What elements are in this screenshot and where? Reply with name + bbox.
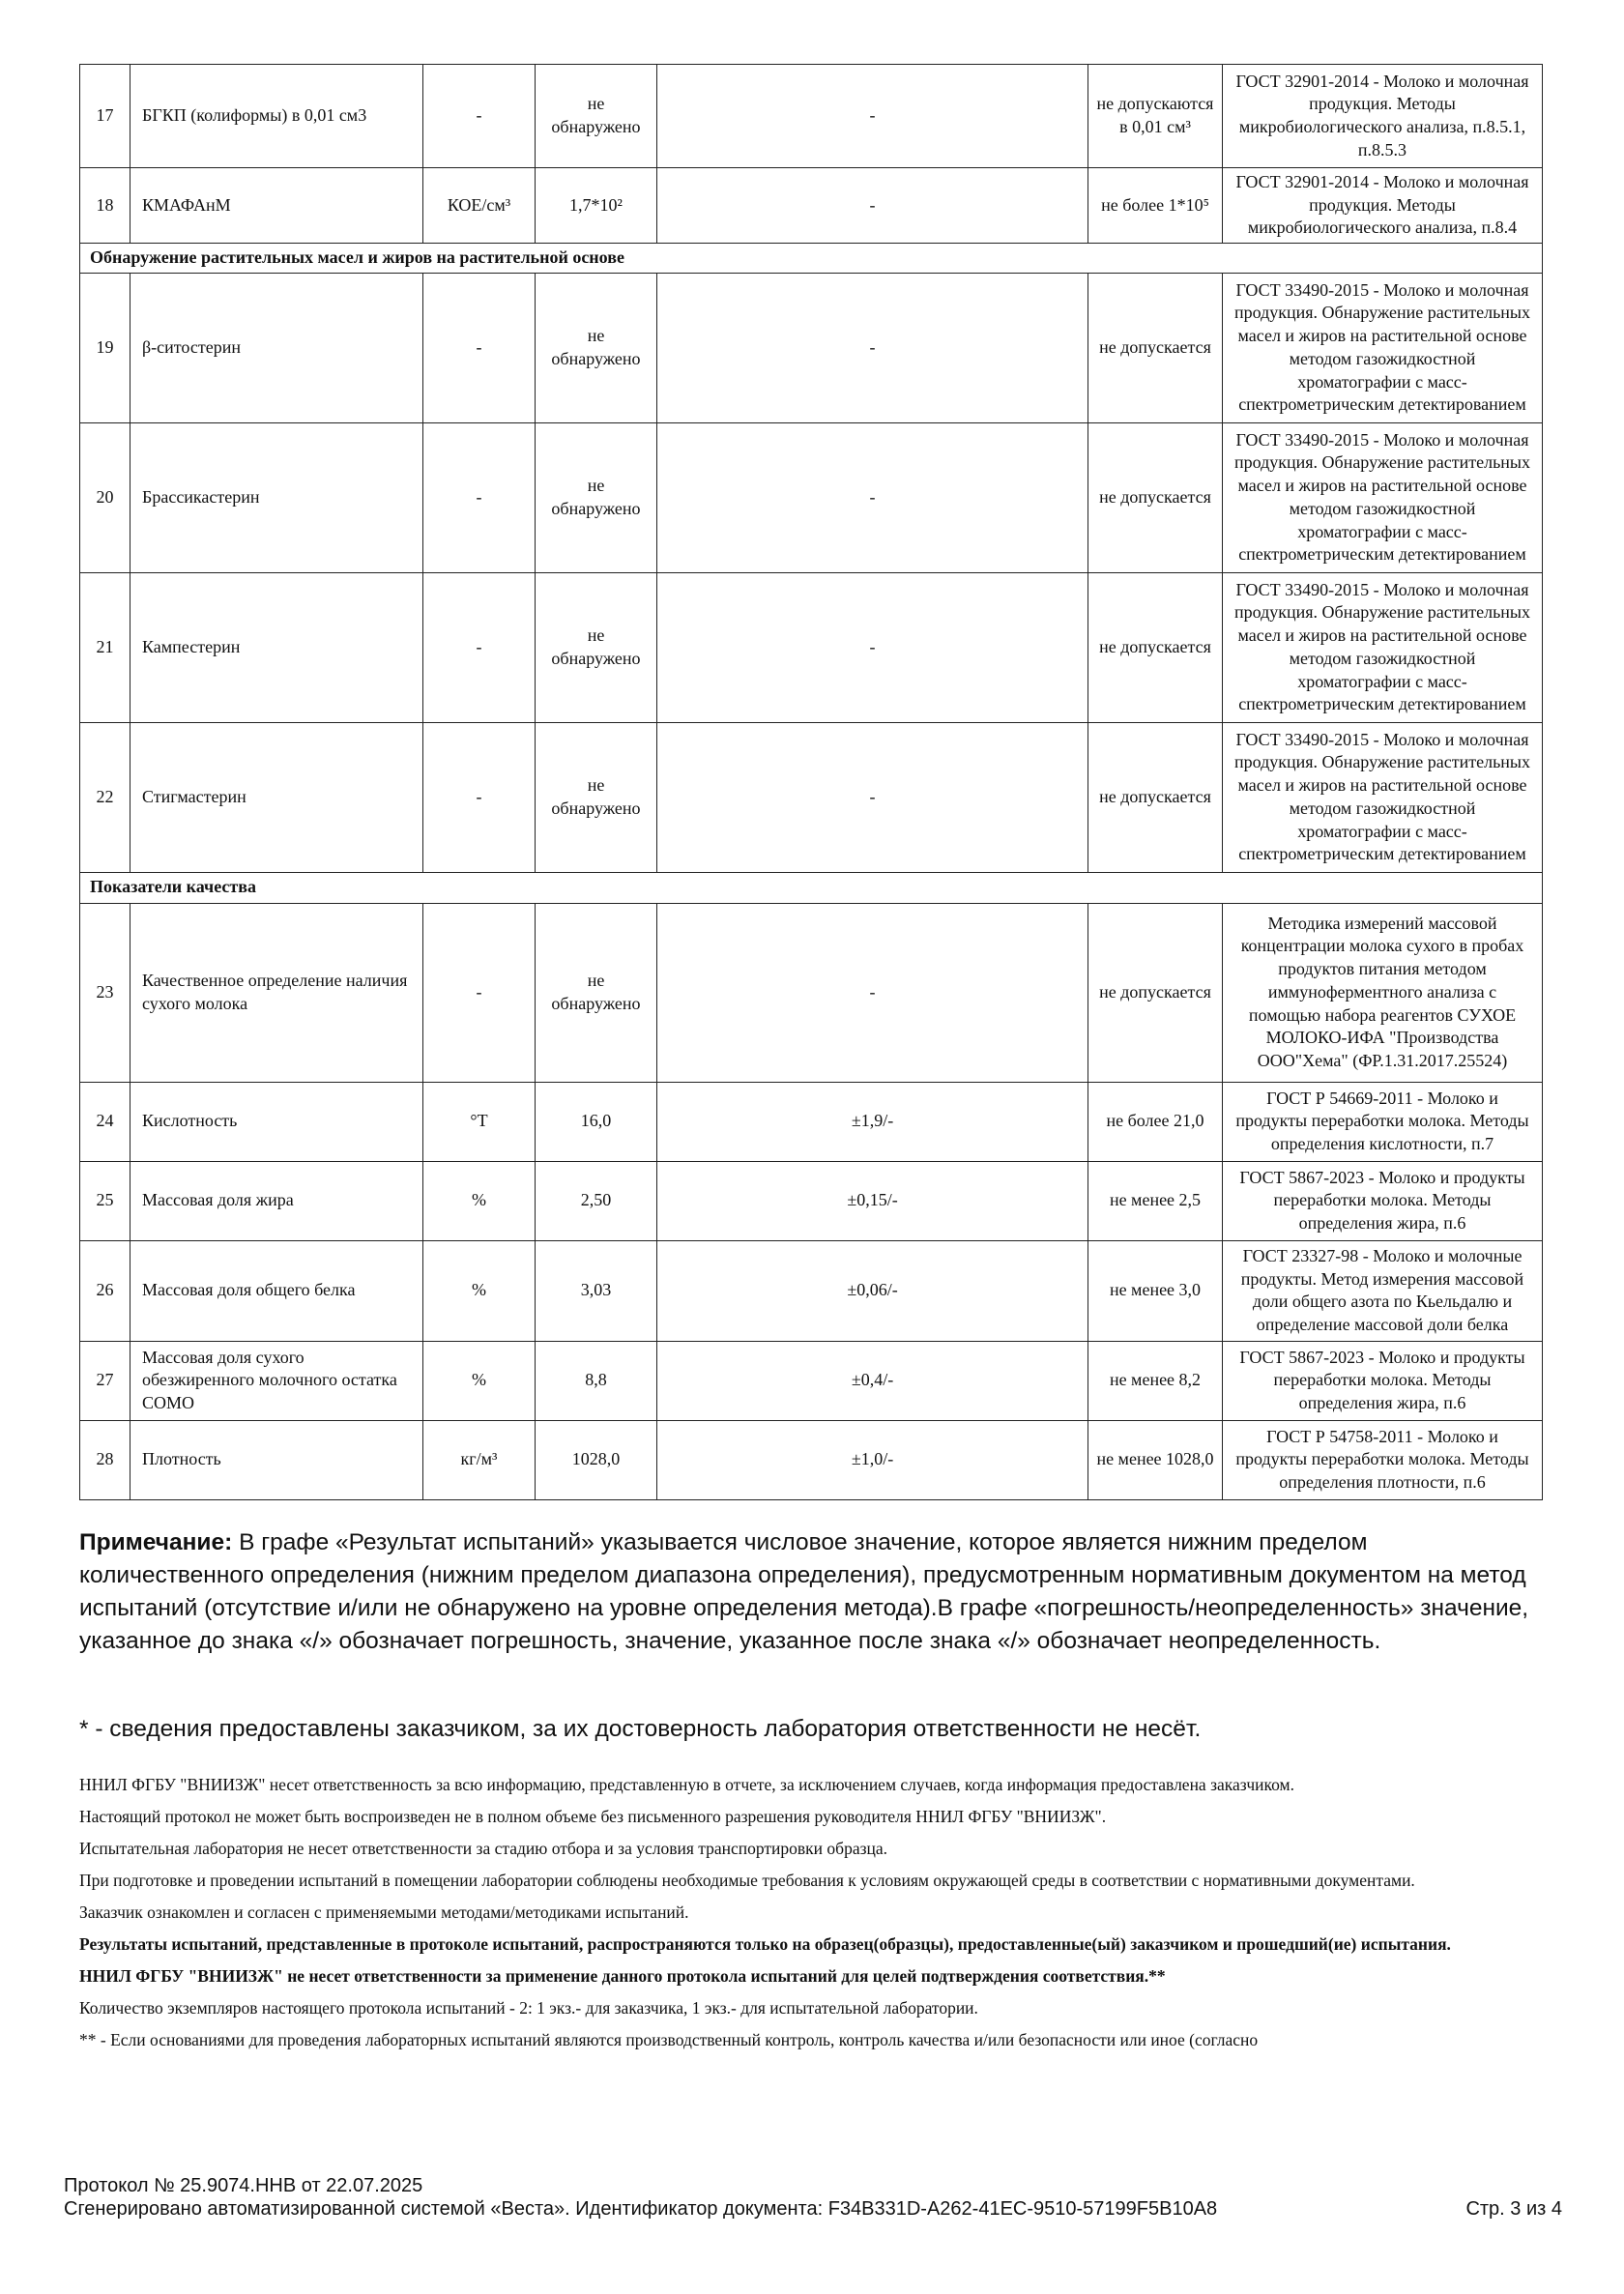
page-number: Стр. 3 из 4 [1465, 2198, 1562, 2220]
indicator-name: Кампестерин [130, 572, 423, 722]
norm: не менее 8,2 [1088, 1341, 1223, 1420]
table-row-25 [80, 1161, 1543, 1240]
disclaimers-block [79, 1769, 1549, 2056]
row-number: 25 [80, 1161, 130, 1240]
test-method-doc: ГОСТ 33490-2015 - Молоко и молочная продукция. Обнаружение растительных масел и жиров на растительной основе методом газожидкостной хроматографии с масс-спектрометрическим детектированием [1223, 422, 1543, 572]
disclaimer-line: Результаты испытаний, представленные в протоколе испытаний, распространяются только на образец(образцы), предоставленные(ый) заказчиком и прошедший(ие) испытания. [79, 1934, 1451, 1954]
result: не обнаружено [536, 422, 657, 572]
unit: - [423, 722, 536, 872]
test-method-doc: ГОСТ 33490-2015 - Молоко и молочная продукция. Обнаружение растительных масел и жиров на растительной основе методом газожидкостной хроматографии с масс-спектрометрическим детектированием [1223, 572, 1543, 722]
indicator-name: Массовая доля сухого обезжиренного молочного остатка СОМО [130, 1341, 423, 1420]
table-row-28 [80, 1420, 1543, 1499]
results-table [79, 64, 1543, 1500]
test-method-doc: ГОСТ 33490-2015 - Молоко и молочная продукция. Обнаружение растительных масел и жиров на растительной основе методом газожидкостной хроматографии с масс-спектрометрическим детектированием [1223, 722, 1543, 872]
disclaimer-line: Заказчик ознакомлен и согласен с применяемыми методами/методиками испытаний. [79, 1902, 689, 1922]
uncertainty: - [657, 422, 1088, 572]
uncertainty: - [657, 722, 1088, 872]
indicator-name: Массовая доля жира [130, 1161, 423, 1240]
indicator-name: Стигмастерин [130, 722, 423, 872]
section-heading: Обнаружение растительных масел и жиров на растительной основе [80, 244, 1543, 274]
norm: не более 21,0 [1088, 1082, 1223, 1161]
uncertainty: - [657, 65, 1088, 168]
section-heading: Показатели качества [80, 872, 1543, 903]
uncertainty: - [657, 168, 1088, 244]
indicator-name: Плотность [130, 1420, 423, 1499]
norm: не более 1*10⁵ [1088, 168, 1223, 244]
page-footer [64, 2174, 1562, 2221]
asterisk-note: * - сведения предоставлены заказчиком, за их достоверность лаборатория ответственности не несёт. [79, 1716, 1202, 1742]
result: не обнаружено [536, 572, 657, 722]
indicator-name: Кислотность [130, 1082, 423, 1161]
table-row-27 [80, 1341, 1543, 1420]
indicator-name: Качественное определение наличия сухого молока [130, 903, 423, 1082]
uncertainty: - [657, 903, 1088, 1082]
uncertainty: ±0,15/- [657, 1161, 1088, 1240]
section-row [80, 244, 1543, 274]
unit: - [423, 273, 536, 422]
result: 3,03 [536, 1240, 657, 1341]
norm: не допускается [1088, 903, 1223, 1082]
table-row-17 [80, 65, 1543, 168]
unit: - [423, 903, 536, 1082]
row-number: 19 [80, 273, 130, 422]
test-method-doc: ГОСТ 23327-98 - Молоко и молочные продукты. Метод измерения массовой доли общего азота по Кьельдалю и определение массовой доли белка [1223, 1240, 1543, 1341]
generated-by: Сгенерировано автоматизированной системой «Веста». Идентификатор документа: F34B331D-A262-41EC-9510-57199F5B10A8 [64, 2198, 1218, 2220]
unit: % [423, 1240, 536, 1341]
table-row-18 [80, 168, 1543, 244]
row-number: 28 [80, 1420, 130, 1499]
unit: % [423, 1341, 536, 1420]
disclaimer-line: Настоящий протокол не может быть воспроизведен не в полном объеме без письменного разрешения руководителя ННИЛ ФГБУ "ВНИИЗЖ". [79, 1807, 1107, 1826]
test-method-doc: ГОСТ Р 54758-2011 - Молоко и продукты переработки молока. Методы определения плотности, п.6 [1223, 1420, 1543, 1499]
disclaimer-line: ** - Если основаниями для проведения лабораторных испытаний являются производственный контроль, контроль качества и/или безопасности или иное (согласно [79, 2030, 1259, 2049]
row-number: 20 [80, 422, 130, 572]
table-row-23 [80, 903, 1543, 1082]
result: 16,0 [536, 1082, 657, 1161]
uncertainty: - [657, 273, 1088, 422]
unit: - [423, 572, 536, 722]
disclaimer-line: При подготовке и проведении испытаний в помещении лаборатории соблюдены необходимые требования к условиям окружающей среды в соответствии с нормативными документами. [79, 1871, 1415, 1890]
section-row [80, 872, 1543, 903]
row-number: 22 [80, 722, 130, 872]
note-text: В графе «Результат испытаний» указывается числовое значение, которое является нижним пределом количественного определения (нижним пределом диапазона определения), предусмотренным нормативным документом на метод испытаний (отсутствие и/или не обнаружено на уровне определения метода).В графе «погрешность/неопределенность» значение, указанное до знака «/» обозначает погрешность, значение, указанное после знака «/» обозначает неопределенность. [79, 1529, 1529, 1654]
disclaimer-line: Испытательная лаборатория не несет ответственности за стадию отбора и за условия транспортировки образца. [79, 1839, 888, 1858]
norm: не допускается [1088, 273, 1223, 422]
row-number: 24 [80, 1082, 130, 1161]
result: не обнаружено [536, 65, 657, 168]
indicator-name: Массовая доля общего белка [130, 1240, 423, 1341]
uncertainty: ±1,0/- [657, 1420, 1088, 1499]
table-row-24 [80, 1082, 1543, 1161]
unit: % [423, 1161, 536, 1240]
note-paragraph [79, 1526, 1549, 1658]
norm: не менее 2,5 [1088, 1161, 1223, 1240]
row-number: 18 [80, 168, 130, 244]
unit: кг/м³ [423, 1420, 536, 1499]
test-method-doc: ГОСТ 5867-2023 - Молоко и продукты переработки молока. Методы определения жира, п.6 [1223, 1341, 1543, 1420]
result: не обнаружено [536, 903, 657, 1082]
norm: не допускается [1088, 722, 1223, 872]
unit: °T [423, 1082, 536, 1161]
uncertainty: ±0,4/- [657, 1341, 1088, 1420]
norm: не менее 1028,0 [1088, 1420, 1223, 1499]
norm: не допускается [1088, 572, 1223, 722]
uncertainty: - [657, 572, 1088, 722]
test-method-doc: Методика измерений массовой концентрации молока сухого в пробах продуктов питания методом иммуноферментного анализа с помощью набора реагентов СУХОЕ МОЛОКО-ИФА "Производства ООО"Хема" (ФР.1.31.2017.25524) [1223, 903, 1543, 1082]
row-number: 26 [80, 1240, 130, 1341]
result: 2,50 [536, 1161, 657, 1240]
unit: - [423, 422, 536, 572]
disclaimer-line: ННИЛ ФГБУ "ВНИИЗЖ" несет ответственность за всю информацию, представленную в отчете, за исключением случаев, когда информация предоставлена заказчиком. [79, 1775, 1294, 1794]
protocol-number: Протокол № 25.9074.ННВ от 22.07.2025 [64, 2175, 423, 2196]
table-row-20 [80, 422, 1543, 572]
row-number: 27 [80, 1341, 130, 1420]
uncertainty: ±0,06/- [657, 1240, 1088, 1341]
norm: не допускается [1088, 422, 1223, 572]
norm: не допускаются в 0,01 см³ [1088, 65, 1223, 168]
test-method-doc: ГОСТ 32901-2014 - Молоко и молочная продукция. Методы микробиологического анализа, п.8.5.1, п.8.5.3 [1223, 65, 1543, 168]
indicator-name: β-ситостерин [130, 273, 423, 422]
test-method-doc: ГОСТ 32901-2014 - Молоко и молочная продукция. Методы микробиологического анализа, п.8.4 [1223, 168, 1543, 244]
note-label: Примечание: [79, 1529, 233, 1555]
table-row-26 [80, 1240, 1543, 1341]
row-number: 17 [80, 65, 130, 168]
result: 1028,0 [536, 1420, 657, 1499]
row-number: 23 [80, 903, 130, 1082]
row-number: 21 [80, 572, 130, 722]
indicator-name: Брассикастерин [130, 422, 423, 572]
unit: - [423, 65, 536, 168]
uncertainty: ±1,9/- [657, 1082, 1088, 1161]
test-method-doc: ГОСТ 5867-2023 - Молоко и продукты переработки молока. Методы определения жира, п.6 [1223, 1161, 1543, 1240]
result: не обнаружено [536, 722, 657, 872]
indicator-name: БГКП (колиформы) в 0,01 см3 [130, 65, 423, 168]
test-method-doc: ГОСТ Р 54669-2011 - Молоко и продукты переработки молока. Методы определения кислотности, п.7 [1223, 1082, 1543, 1161]
disclaimer-line: Количество экземпляров настоящего протокола испытаний - 2: 1 экз.- для заказчика, 1 экз.- для испытательной лаборатории. [79, 1998, 978, 2018]
norm: не менее 3,0 [1088, 1240, 1223, 1341]
indicator-name: КМАФАнМ [130, 168, 423, 244]
test-method-doc: ГОСТ 33490-2015 - Молоко и молочная продукция. Обнаружение растительных масел и жиров на растительной основе методом газожидкостной хроматографии с масс-спектрометрическим детектированием [1223, 273, 1543, 422]
result: не обнаружено [536, 273, 657, 422]
table-row-22 [80, 722, 1543, 872]
result: 8,8 [536, 1341, 657, 1420]
disclaimer-line: ННИЛ ФГБУ "ВНИИЗЖ" не несет ответственности за применение данного протокола испытаний для целей подтверждения соответствия.** [79, 1966, 1166, 1986]
result: 1,7*10² [536, 168, 657, 244]
table-row-21 [80, 572, 1543, 722]
table-row-19 [80, 273, 1543, 422]
unit: КОЕ/см³ [423, 168, 536, 244]
